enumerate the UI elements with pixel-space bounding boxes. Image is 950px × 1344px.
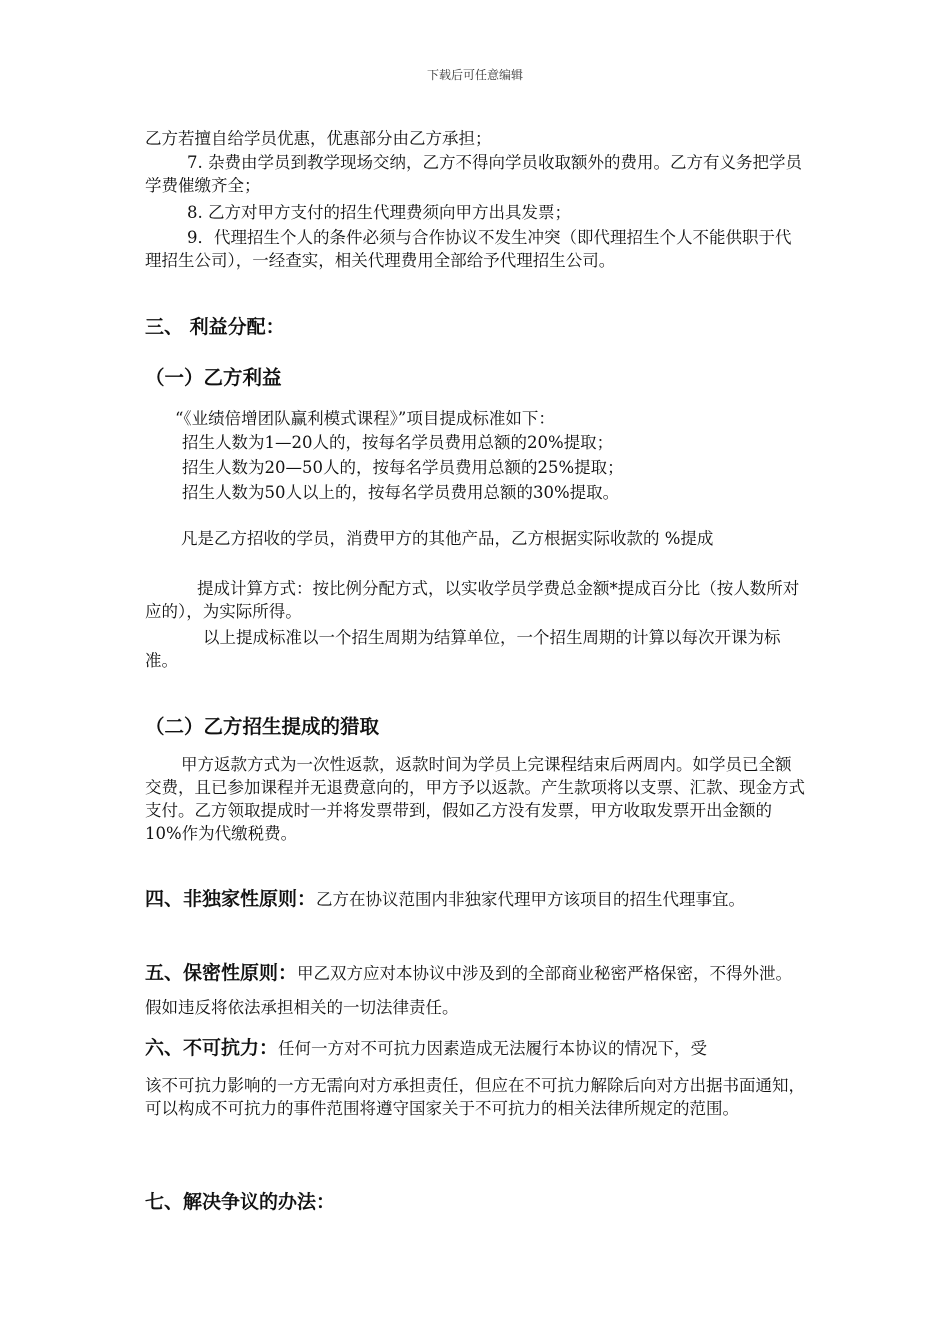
section-6-body-1: 任何一方对不可抗力因素造成无法履行本协议的情况下，受 xyxy=(278,1039,708,1058)
item-7: 7. 杂费由学员到教学现场交纳，乙方不得向学员收取额外的费用。乙方有义务把学员学费催缴齐全； xyxy=(145,153,802,195)
tier-3: 招生人数为50人以上的，按每名学员费用总额的30%提取。 xyxy=(182,483,620,502)
section-4-lead: 四、非独家性原则： xyxy=(145,888,317,910)
section-4 xyxy=(145,882,807,917)
section-5 xyxy=(145,956,807,1025)
section-7-title: 七、解决争议的办法： xyxy=(145,1191,336,1213)
calc-method: 提成计算方式：按比例分配方式，以实收学员学费总金额*提成百分比（按人数所对应的），为实际所得。 xyxy=(145,579,800,621)
section-6-lead: 六、不可抗力： xyxy=(145,1037,279,1059)
tier-2: 招生人数为20—50人的，按每名学员费用总额的25%提取； xyxy=(182,458,624,477)
intro-line: 乙方若擅自给学员优惠，优惠部分由乙方承担； xyxy=(145,129,492,148)
section-4-body: 乙方在协议范围内非独家代理甲方该项目的招生代理事宜。 xyxy=(316,890,746,909)
section-3-title: 三、 利益分配： xyxy=(145,316,285,338)
subsection-2-title: （二）乙方招生提成的猎取 xyxy=(145,715,380,738)
other-products-rule: 凡是乙方招收的学员，消费甲方的其他产品，乙方根据实际收款的 %提成 xyxy=(181,529,714,548)
item-8: 8. 乙方对甲方支付的招生代理费须向甲方出具发票； xyxy=(187,203,571,222)
item-9: 9．代理招生个人的条件必须与合作协议不发生冲突（即代理招生个人不能供职于代理招生公司），一经查实，相关代理费用全部给予代理招生公司。 xyxy=(145,228,792,270)
section-5-lead: 五、保密性原则： xyxy=(145,962,298,984)
page-header-note: 下载后可任意编辑 xyxy=(426,68,523,82)
section-5-body: 甲乙双方应对本协议中涉及到的全部商业秘密严格保密，不得外泄。假如违反将依法承担相关的一切法律责任。 xyxy=(145,964,793,1017)
tier-1: 招生人数为1—20人的，按每名学员费用总额的20%提取； xyxy=(182,433,614,452)
refund-terms: 甲方返款方式为一次性返款，返款时间为学员上完课程结束后两周内。如学员已全额交费，且已参加课程并无退费意向的，甲方予以返款。产生款项将以支票、汇款、现金方式支付。乙方领取提成时一并将发票带到，假如乙方没有发票，甲方收取发票开出金额的10%作为代缴税费。 xyxy=(145,755,805,843)
subsection-1-title: （一）乙方利益 xyxy=(145,366,282,389)
settlement-period: 以上提成标准以一个招生周期为结算单位，一个招生周期的计算以每次开课为标准。 xyxy=(145,628,781,670)
course-standard: “《业绩倍增团队赢利模式课程》”项目提成标准如下： xyxy=(175,409,555,428)
section-6-first-line xyxy=(145,1031,807,1066)
section-6-body-2: 该不可抗力影响的一方无需向对方承担责任，但应在不可抗力解除后向对方出据书面通知，可以构成不可抗力的事件范围将遵守国家关于不可抗力的相关法律所规定的范围。 xyxy=(145,1076,805,1118)
